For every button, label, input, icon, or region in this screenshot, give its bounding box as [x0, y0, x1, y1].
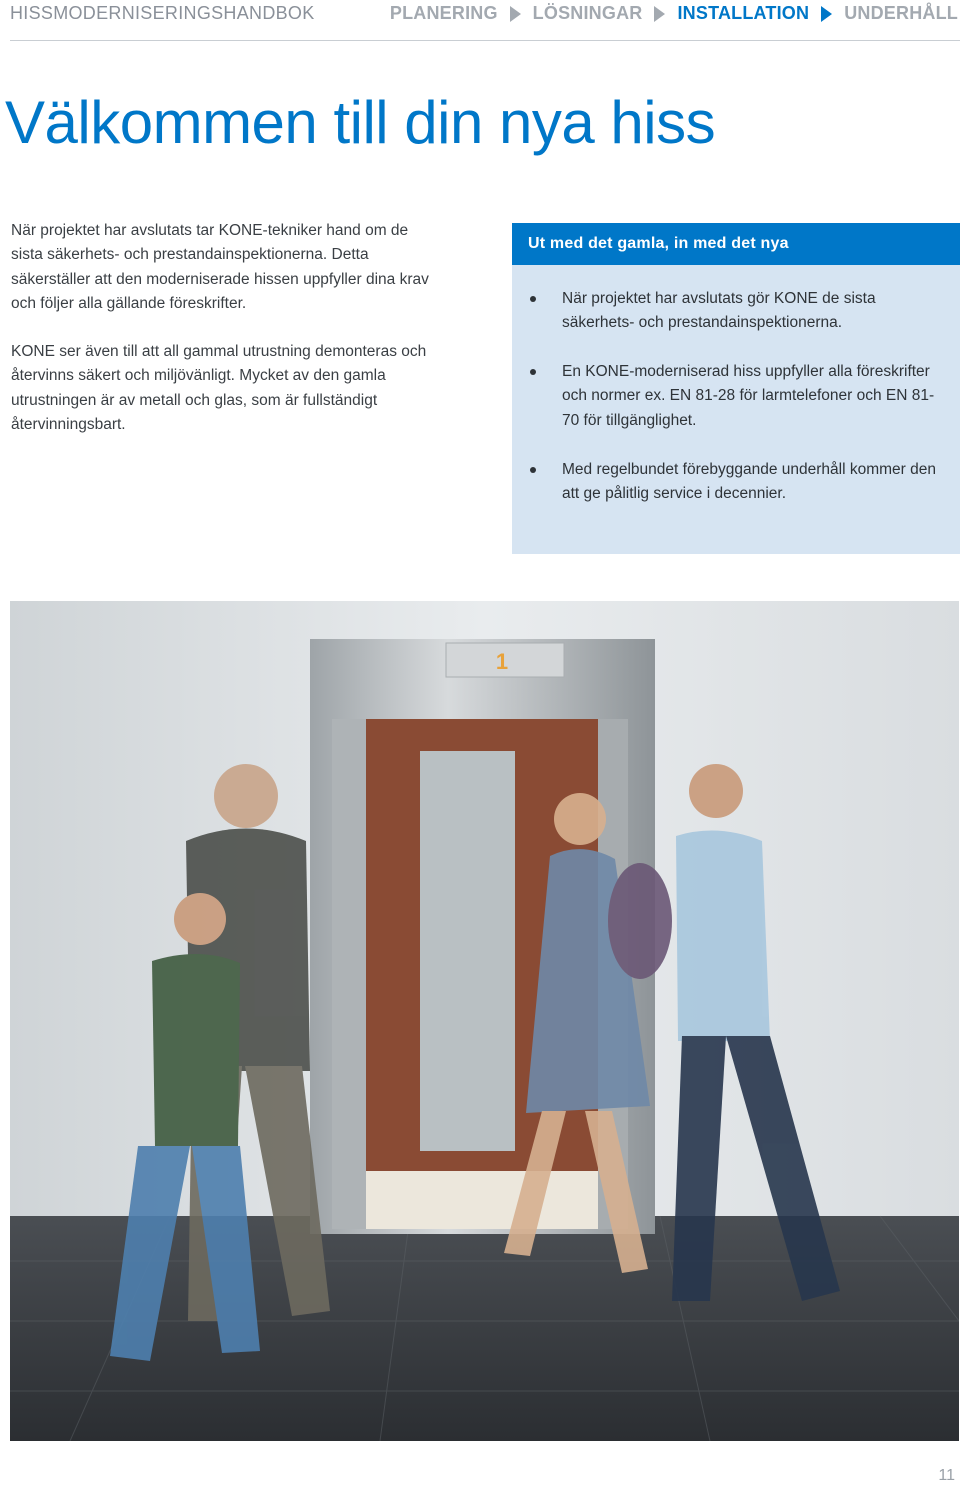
recycling-paragraph: KONE ser även till att all gammal utrustning demonteras och återvinns säkert och miljövänligt. Mycket av den gamla utrustningen är av metall och glas, som är fullständigt återvinningsbart.: [11, 343, 427, 433]
door-left: [332, 719, 366, 1229]
page-number: 11: [938, 1467, 955, 1484]
list-item: När projektet har avslutats gör KONE de sista säkerhets- och prestandainspektionerna.: [512, 287, 960, 336]
page-title: Välkommen till din nya hiss: [5, 89, 716, 156]
arrow-right-icon: [821, 6, 832, 22]
header-divider: [10, 40, 960, 41]
elevator-illustration: [10, 601, 959, 1441]
nav-item-installation[interactable]: INSTALLATION: [677, 3, 810, 23]
list-item: En KONE-moderniserad hiss uppfyller alla föreskrifter och normer ex. EN 81-28 för larmtelefoner och EN 81-70 för tillgänglighet.: [512, 360, 960, 433]
handbook-title: HISSMODERNISERINGSHANDBOK: [10, 3, 315, 23]
info-box: [512, 223, 960, 554]
cabin-mirror: [420, 751, 515, 1151]
nav-item-losningar[interactable]: LÖSNINGAR: [532, 3, 643, 23]
arrow-right-icon: [510, 6, 521, 22]
section-breadcrumb: [390, 3, 958, 24]
info-box-heading: Ut med det gamla, in med det nya: [512, 223, 960, 265]
intro-paragraph: När projektet har avslutats tar KONE-tekniker hand om de sista säkerhets- och prestandainspektionerna. Detta säkerställer att den moderniserade hissen uppfyller dina krav och följer alla gällande föreskrifter.: [11, 222, 429, 312]
arrow-right-icon: [654, 6, 665, 22]
info-box-list: [512, 287, 960, 531]
cabin-floor: [360, 1171, 605, 1229]
page-header: [0, 0, 960, 42]
list-item: Med regelbundet förebyggande underhåll kommer den att ge pålitlig service i decennier.: [512, 458, 960, 507]
nav-item-planering[interactable]: PLANERING: [389, 3, 498, 23]
floor-indicator: 1: [495, 649, 509, 674]
elevator-photo: [10, 601, 959, 1441]
nav-item-underhall[interactable]: UNDERHÅLL: [844, 3, 958, 23]
